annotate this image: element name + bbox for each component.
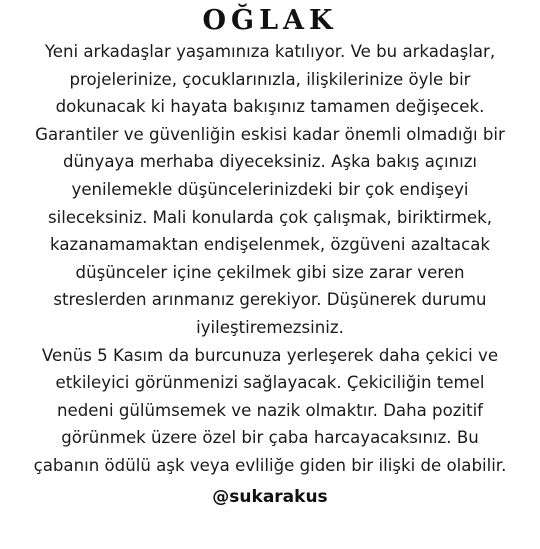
- page-title: OĞLAK: [202, 5, 338, 36]
- text-line: yenilemekle düşüncelerinizdeki bir çok endişeyi: [71, 179, 469, 199]
- text-line: dünyaya merhaba diyeceksiniz. Aşka bakış açınızı: [62, 152, 478, 172]
- text-line: Yeni arkadaşlar yaşamınıza katılıyor. Ve bu arkadaşlar,: [44, 42, 496, 61]
- text-line: iyileştiremezsiniz.: [196, 317, 344, 337]
- text-line: Garantiler ve güvenliğin eskisi kadar önemli olmadığı bir: [35, 124, 505, 144]
- text-line: streslerden arınmanız gerekiyor. Düşünerek durumu: [53, 290, 487, 310]
- text-line: Venüs 5 Kasım da burcunuza yerleşerek daha çekici ve: [41, 345, 499, 365]
- text-line: etkileyici görünmenizi sağlayacak. Çekiciliğin temel: [55, 373, 485, 393]
- text-line: düşünceler içine çekilmek gibi size zarar veren: [75, 262, 465, 282]
- text-line: sileceksiniz. Mali konularda çok çalışmak, biriktirmek,: [47, 207, 493, 227]
- paragraph-main: [6, 38, 534, 342]
- paragraph-venus: [6, 342, 534, 480]
- text-line: kazanamamaktan endişelenmek, özgüveni azaltacak: [50, 235, 490, 255]
- text-line: dokunacak ki hayata bakışınız tamamen değişecek.: [55, 97, 485, 117]
- text-line: nedeni gülümsemek ve nazik olmaktır. Daha pozitif: [56, 400, 484, 420]
- author-handle: @sukarakus: [212, 486, 328, 507]
- text-line: çabanın ödülü aşk veya evliliğe giden bir ilişki de olabilir.: [33, 455, 507, 475]
- text-line: projelerinize, çocuklarınızla, ilişkilerinize öyle bir: [69, 69, 471, 89]
- text-line: görünmek üzere özel bir çaba harcayacaksınız. Bu: [61, 428, 479, 448]
